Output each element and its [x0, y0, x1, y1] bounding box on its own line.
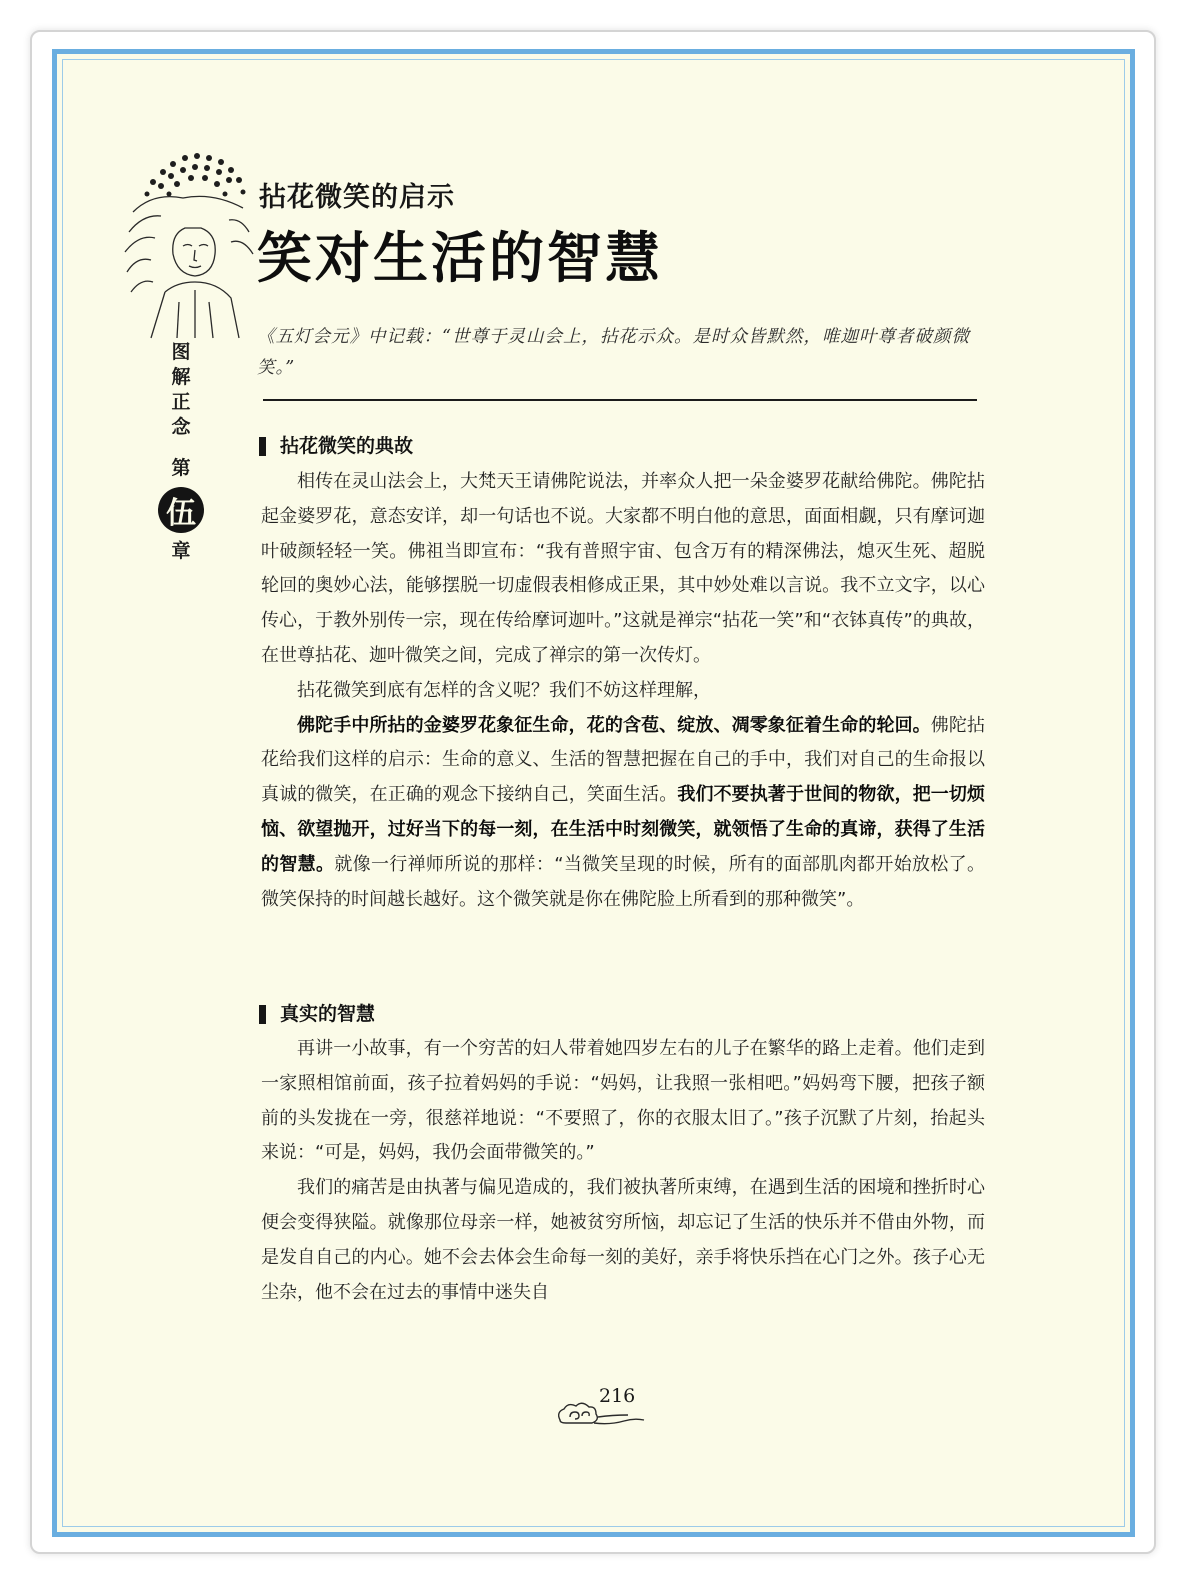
book-page	[52, 49, 1135, 1537]
chapter-number-badge: 伍	[158, 487, 204, 533]
page-footer	[554, 1384, 654, 1432]
chapter-label	[158, 456, 204, 564]
buddha-portrait-icon	[113, 142, 263, 342]
paragraph: 相传在灵山法会上，大梵天王请佛陀说法，并率众人把一朵金婆罗花献给佛陀。佛陀拈起金婆罗花，意态安详，却一句话也不说。大家都不明白他的意思，面面相觑，只有摩诃迦叶破颜轻轻一笑。佛祖当即宣布：“我有普照宇宙、包含万有的精深佛法，熄灭生死、超脱轮回的奥妙心法，能够摆脱一切虚假表相修成正果，其中妙处难以言说。我不立文字，以心传心，于教外别传一宗，现在传给摩诃迦叶。”这就是禅宗“拈花一笑”和“衣钵真传”的典故，在世尊拈花、迦叶微笑之间，完成了禅宗的第一次传灯。	[261, 471, 985, 666]
auspicious-cloud-icon	[554, 1398, 646, 1430]
book-title-char: 解	[171, 366, 191, 388]
paragraph: 我们的痛苦是由执著与偏见造成的，我们被执著所束缚，在遇到生活的困境和挫折时心便会变得狭隘。就像那位母亲一样，她被贫穷所恼，却忘记了生活的快乐并不借由外物，而是发自自己的内心。她不会去体会生命每一刻的美好，亲手将快乐挡在心门之外。孩子心无尘杂，他不会在过去的事情中迷失自	[261, 1177, 985, 1303]
section-heading-text: 拈花微笑的典故	[280, 435, 414, 457]
chapter-prefix: 第	[171, 457, 191, 479]
article-subtitle: 拈花微笑的启示	[259, 182, 455, 213]
page-number: 216	[599, 1385, 636, 1407]
book-title-char: 正	[171, 391, 191, 413]
section-bar-icon	[259, 1005, 266, 1024]
section-heading	[259, 1000, 375, 1028]
paragraph	[261, 709, 985, 918]
book-title-vertical	[155, 340, 207, 564]
book-title-char: 念	[171, 416, 191, 438]
chapter-suffix: 章	[171, 540, 191, 562]
intro-quote: 《五灯会元》中记载：“世尊于灵山会上，拈花示众。是时众皆默然，唯迦叶尊者破颜微笑。”	[257, 327, 970, 378]
emphasis-text: 我们不要执著于世间的物欲，把一切烦恼、欲望抛开，过好当下的每一刻，在生活中时刻微笑，就领悟了生命的真谛，获得了生活的智慧。	[261, 784, 985, 875]
section-body	[261, 1032, 985, 1310]
paragraph: 再讲一小故事，有一个穷苦的妇人带着她四岁左右的儿子在繁华的路上走着。他们走到一家照相馆前面，孩子拉着妈妈的手说：“妈妈，让我照一张相吧。”妈妈弯下腰，把孩子额前的头发拢在一旁，很慈祥地说：“不要照了，你的衣服太旧了。”孩子沉默了片刻，抬起头来说：“可是，妈妈，我仍会面带微笑的。”	[261, 1038, 985, 1164]
book-title-char: 图	[171, 341, 191, 363]
divider-line	[263, 399, 977, 401]
emphasis-text: 佛陀手中所拈的金婆罗花象征生命，花的含苞、绽放、凋零象征着生命的轮回。	[297, 714, 931, 736]
section-body	[261, 465, 985, 917]
article-title: 笑对生活的智慧	[257, 225, 664, 290]
paragraph-text: 就像一行禅师所说的那样：“当微笑呈现的时候，所有的面部肌肉都开始放松了。微笑保持的时间越长越好。这个微笑就是你在佛陀脸上所看到的那种微笑”。	[261, 853, 986, 910]
section-heading-text: 真实的智慧	[280, 1003, 376, 1025]
section-heading	[259, 432, 413, 460]
section-bar-icon	[259, 437, 266, 456]
paragraph-text: 佛陀拈花给我们这样的启示：生命的意义、生活的智慧把握在自己的手中，我们对自己的生命报以真诚的微笑，在正确的观念下接纳自己，笑面生活。	[261, 714, 985, 806]
paragraph: 拈花微笑到底有怎样的含义呢？我们不妨这样理解，	[297, 679, 711, 701]
